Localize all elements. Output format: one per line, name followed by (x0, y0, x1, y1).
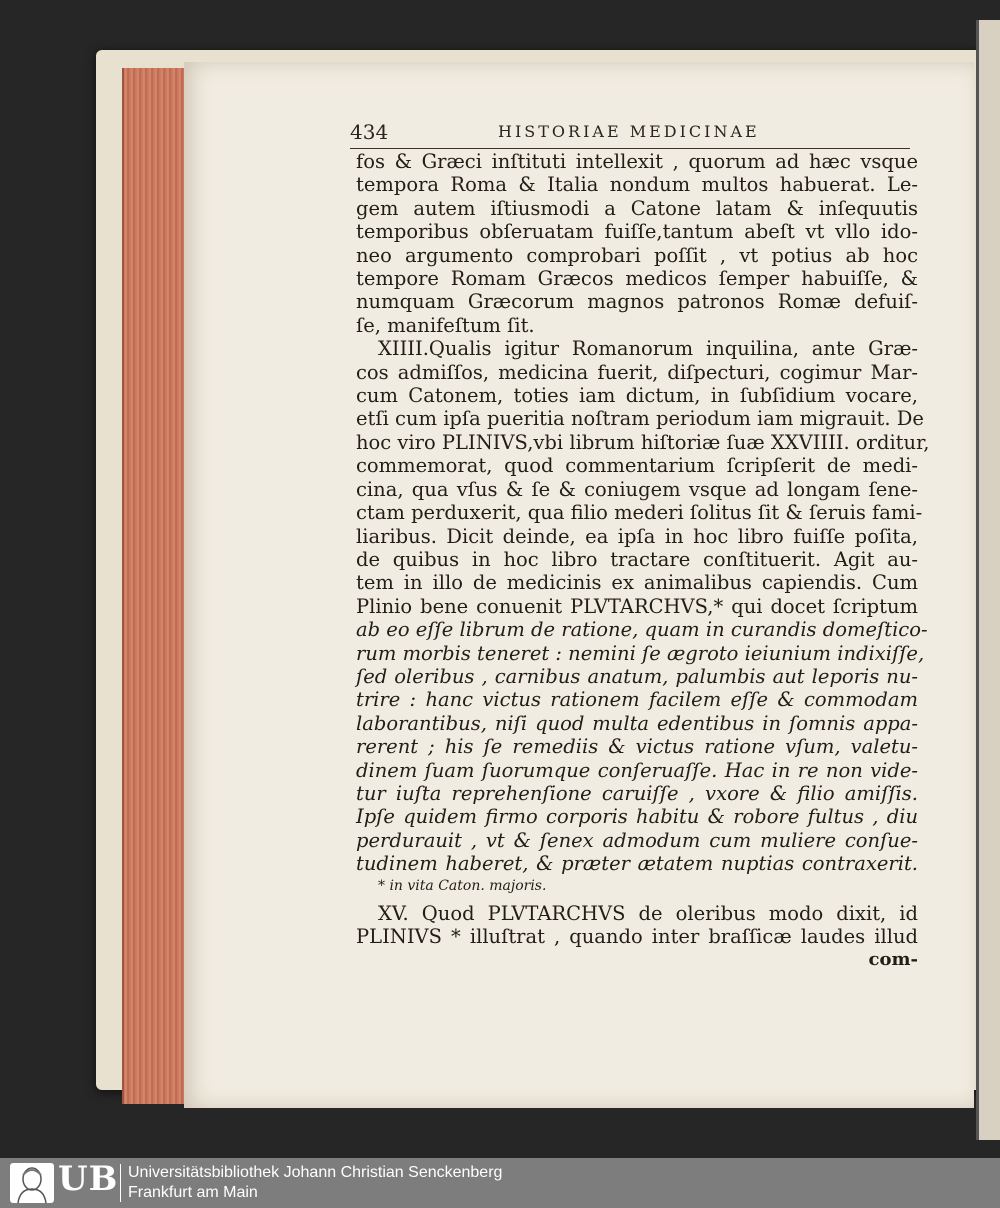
text-line: XIIII.Qualis igitur Romanorum inquilina, ante Græ- (378, 337, 918, 361)
italic-line: ab eo eſſe librum de ratione, quam in curandis domeſtico- (356, 618, 928, 642)
section-line: PLINIVS * illuſtrat , quando inter braſſicæ laudes illud (356, 925, 918, 948)
text-line: hoc viro PLINIVS,vbi librum hiſtoriæ ſuæ XXVIIII. orditur, (356, 430, 930, 454)
text-line: fos & Græci inſtituti intellexit , quorum ad hæc vsque (356, 150, 918, 173)
text-line: cina, qua vſus & ſe & coniugem vsque ad longam ſene- (356, 477, 918, 501)
section-line: XV. Quod PLVTARCHVS de oleribus modo dixit, id (378, 901, 918, 925)
italic-line: rum morbis teneret : nemini ſe ægroto ieiunium indixiſſe, (356, 641, 925, 665)
footnote: * in vita Caton. majoris. (378, 877, 547, 894)
text-line: gem autem iſtiusmodi a Catone latam & inſequutis (356, 196, 918, 220)
ub-logo-text: UB (58, 1159, 119, 1199)
running-title: HISTORIAE MEDICINAE (498, 122, 760, 141)
text-line: cos admiſſos, medicina fuerit, diſpecturi, cogimur Mar- (356, 360, 918, 384)
portrait-icon (10, 1163, 54, 1203)
running-head (350, 120, 920, 148)
facing-page-edge (976, 20, 1000, 1140)
text-line: ctam perduxerit, qua filio mederi ſolitus ſit & ſeruis fami- (356, 501, 923, 525)
italic-line: trire : hanc victus rationem facilem eſſe & commodam (356, 688, 918, 712)
text-line: liaribus. Dicit deinde, ea ipſa in hoc libro fuiſſe poſita, (356, 524, 918, 548)
italic-line: dinem ſuam ſuorumque conſeruaſſe. Hac in re non vide- (356, 758, 918, 782)
italic-line: tur iuſta reprehenſione caruiſſe , vxore & filio amiſſis. (356, 781, 918, 805)
catchword: com- (868, 949, 918, 971)
text-line: cum Catonem, toties iam dictum, in ſubſidium vocare, (356, 384, 918, 408)
italic-line: ſed oleribus , carnibus anatum, palumbis aut leporis nu- (356, 664, 918, 688)
text-line: Plinio bene conuenit PLVTARCHVS,* qui docet ſcriptum (356, 594, 918, 618)
text-line: tempore Romam Græcos medicos ſemper habuiſſe, & (356, 267, 918, 291)
page-number: 434 (350, 120, 389, 144)
page-edge-red (122, 68, 186, 1104)
text-line: de quibus in hoc libro tractare conſtituerit. Agit au- (356, 547, 918, 571)
footer-divider (120, 1164, 121, 1202)
text-line: tem in illo de medicinis ex animalibus capiendis. Cum (356, 571, 918, 595)
text-line: tempora Roma & Italia nondum multos habuerat. Le- (356, 173, 918, 197)
library-footer-bar (0, 1158, 1000, 1208)
text-line: numquam Græcorum magnos patronos Romæ defuiſ- (356, 290, 918, 314)
italic-line: tudinem haberet, & præter ætatem nuptias contraxerit. (356, 852, 918, 876)
italic-line: perdurauit , vt & ſenex admodum cum muliere conſue- (356, 828, 918, 852)
italic-line: Ipſe quidem firmo corporis habitu & robore fultus , diu (356, 805, 918, 829)
text-line: temporibus obſeruatam fuiſſe,tantum abeſt vt vllo ido- (356, 220, 918, 244)
ub-logo[interactable] (6, 1161, 118, 1205)
page-text (356, 150, 930, 972)
text-line: commemorat, quod commentarium ſcripſerit de medi- (356, 454, 918, 478)
text-line: neo argumento comprobari poſſit , vt potius ab hoc (356, 243, 918, 267)
text-line: ſe, manifeſtum ſit. (356, 313, 535, 337)
italic-line: rerent ; his ſe remediis & victus ratione vſum, valetu- (356, 735, 918, 759)
library-city: Frankfurt am Main (128, 1184, 258, 1201)
italic-line: laborantibus, niſi quod multa edentibus in ſomnis appa- (356, 711, 918, 735)
text-line: etſi cum ipſa pueritia noſtram periodum iam migrauit. De (356, 407, 924, 431)
header-rule (350, 148, 910, 149)
library-name: Universitätsbibliothek Johann Christian Senckenberg (128, 1164, 503, 1181)
